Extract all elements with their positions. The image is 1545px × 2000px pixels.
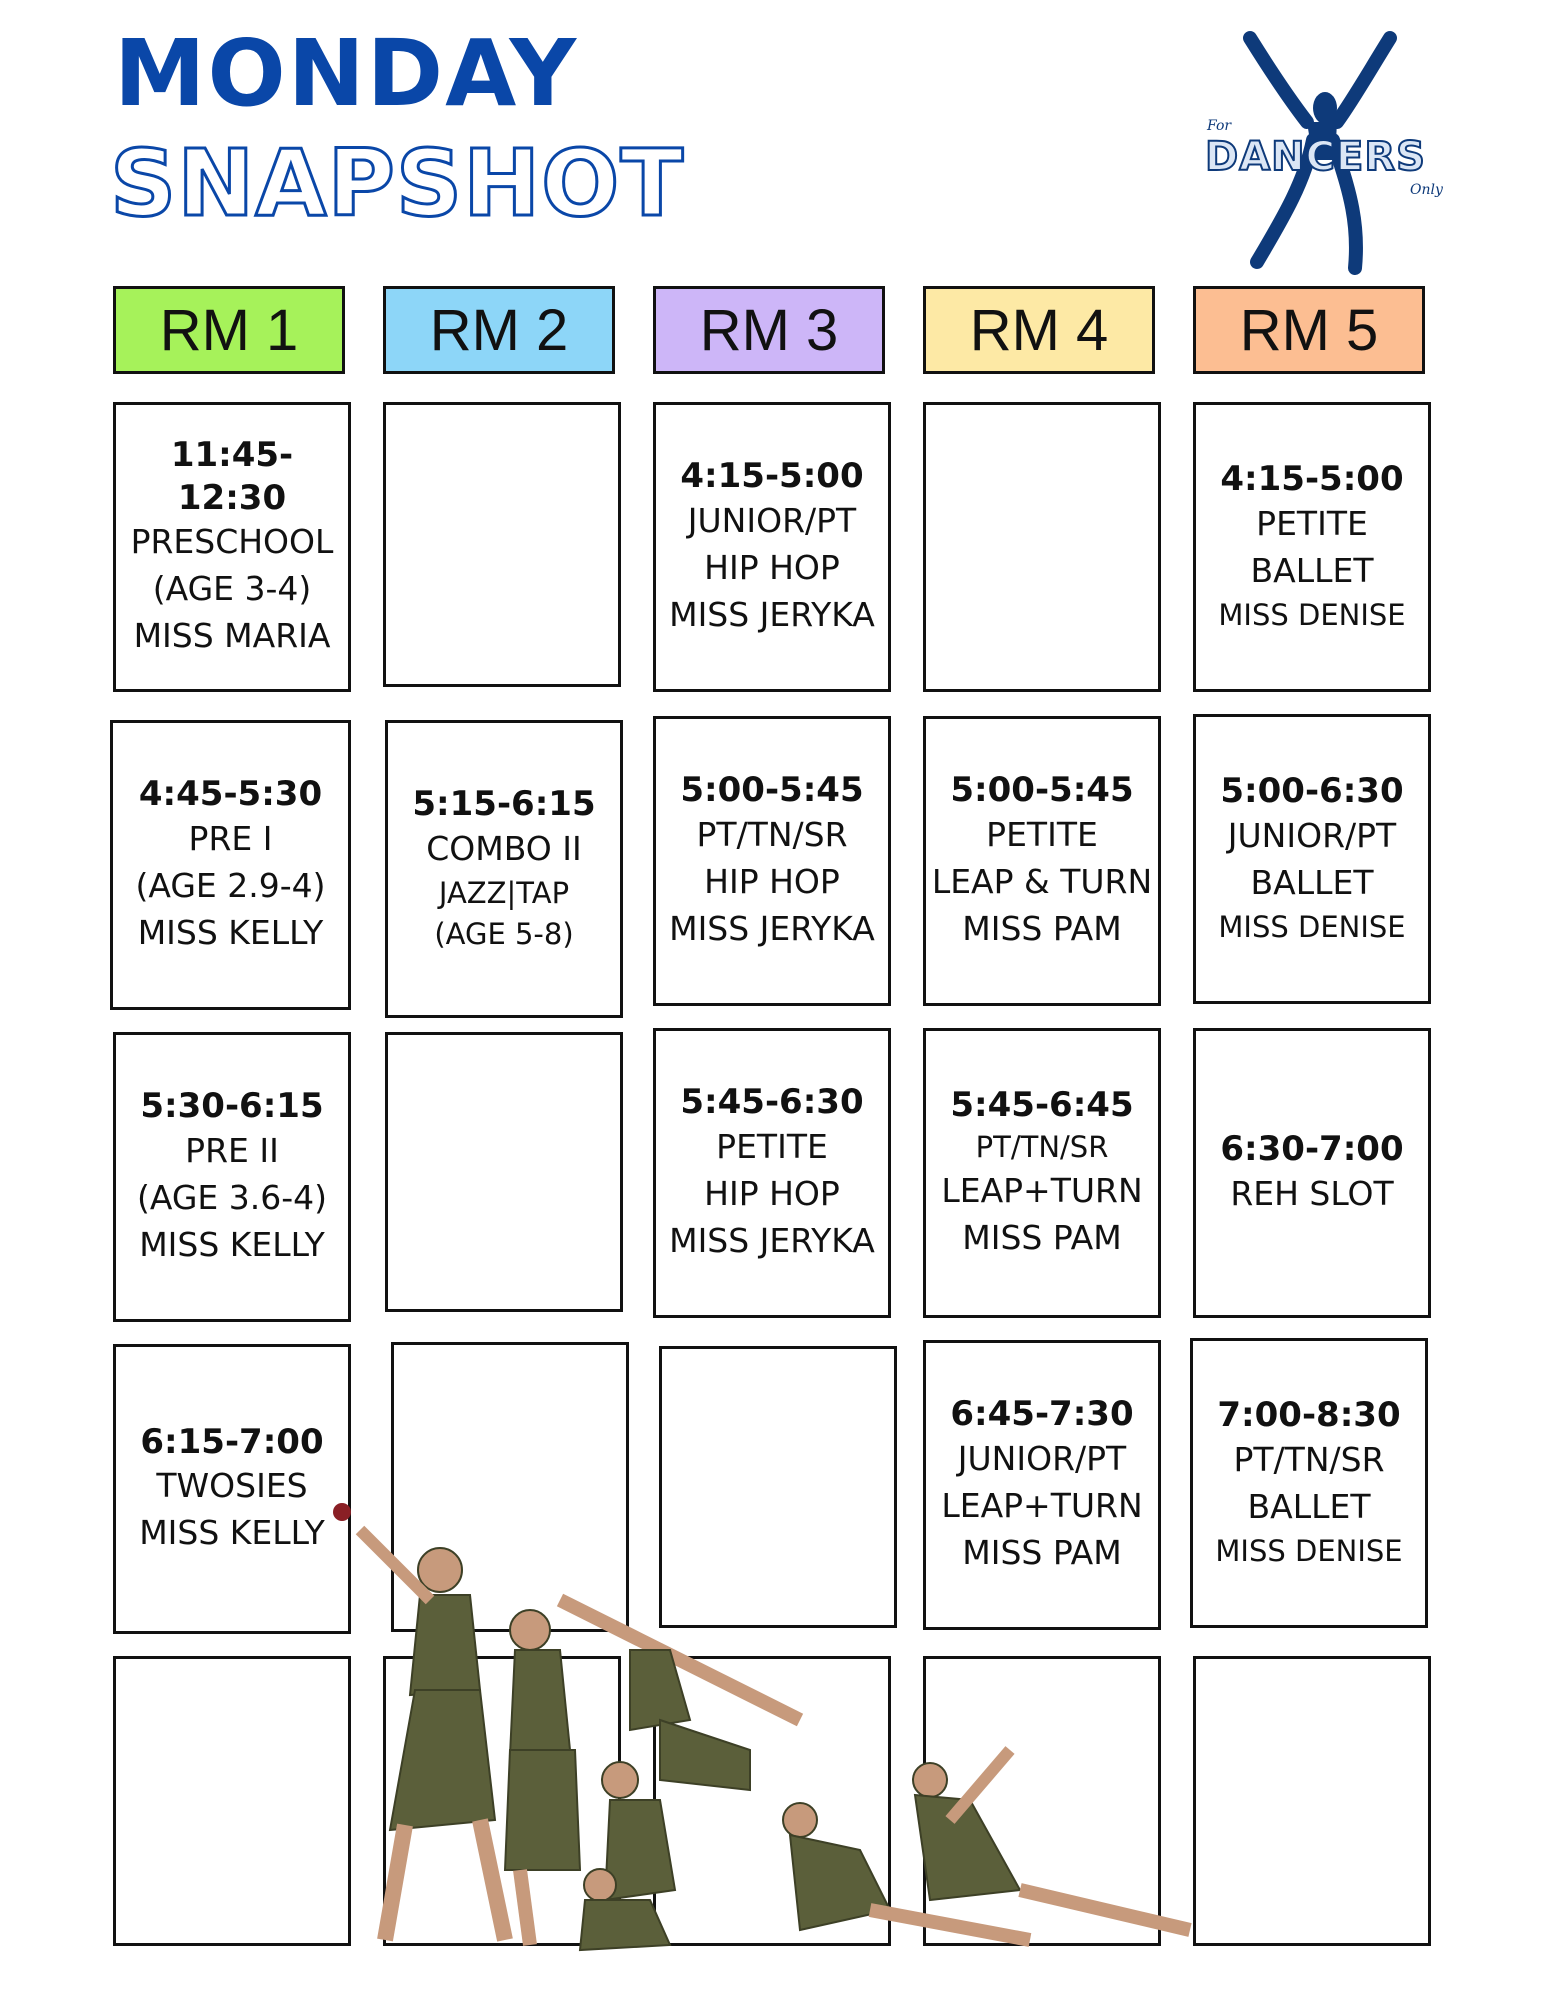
for-dancers-only-logo <box>1195 30 1455 275</box>
class-slot: 4:15-5:00 JUNIOR/PT HIP HOP MISS JERYKA <box>653 402 891 692</box>
class-slot: 4:45-5:30 PRE I (AGE 2.9-4) MISS KELLY <box>110 720 351 1010</box>
class-slot: 5:15-6:15 COMBO II JAZZ|TAP (AGE 5-8) <box>385 720 623 1018</box>
class-slot: 4:15-5:00 PETITE BALLET MISS DENISE <box>1193 402 1431 692</box>
logo-for-text: For <box>1207 118 1232 134</box>
empty-slot <box>1193 1656 1431 1946</box>
class-slot: 5:00-5:45 PETITE LEAP & TURN MISS PAM <box>923 716 1161 1006</box>
empty-slot <box>385 1032 623 1312</box>
room-header-rm3: RM 3 <box>653 286 885 374</box>
logo-only-text: Only <box>1410 182 1443 198</box>
logo-word-text: DANCERS <box>1205 134 1426 180</box>
room-header-rm1: RM 1 <box>113 286 345 374</box>
empty-slot <box>923 402 1161 692</box>
room-header-rm4: RM 4 <box>923 286 1155 374</box>
class-slot: 5:45-6:45 PT/TN/SR LEAP+TURN MISS PAM <box>923 1028 1161 1318</box>
class-slot: 6:45-7:30 JUNIOR/PT LEAP+TURN MISS PAM <box>923 1340 1161 1630</box>
class-slot: 11:45-12:30 PRESCHOOL (AGE 3-4) MISS MARIA <box>113 402 351 692</box>
empty-slot <box>383 402 621 687</box>
page-subtitle: SNAPSHOT <box>110 130 685 237</box>
class-slot: 5:00-5:45 PT/TN/SR HIP HOP MISS JERYKA <box>653 716 891 1006</box>
dancer-logo-icon <box>1195 30 1455 275</box>
empty-slot <box>113 1656 351 1946</box>
dancers-photo <box>330 1490 1200 1960</box>
class-slot: 6:30-7:00 REH SLOT <box>1193 1028 1431 1318</box>
room-header-rm5: RM 5 <box>1193 286 1425 374</box>
room-header-rm2: RM 2 <box>383 286 615 374</box>
class-slot: 6:15-7:00 TWOSIES MISS KELLY <box>113 1344 351 1634</box>
class-slot: 7:00-8:30 PT/TN/SR BALLET MISS DENISE <box>1190 1338 1428 1628</box>
page-title: MONDAY <box>114 20 579 127</box>
class-slot: 5:30-6:15 PRE II (AGE 3.6-4) MISS KELLY <box>113 1032 351 1322</box>
class-slot: 5:00-6:30 JUNIOR/PT BALLET MISS DENISE <box>1193 714 1431 1004</box>
class-slot: 5:45-6:30 PETITE HIP HOP MISS JERYKA <box>653 1028 891 1318</box>
